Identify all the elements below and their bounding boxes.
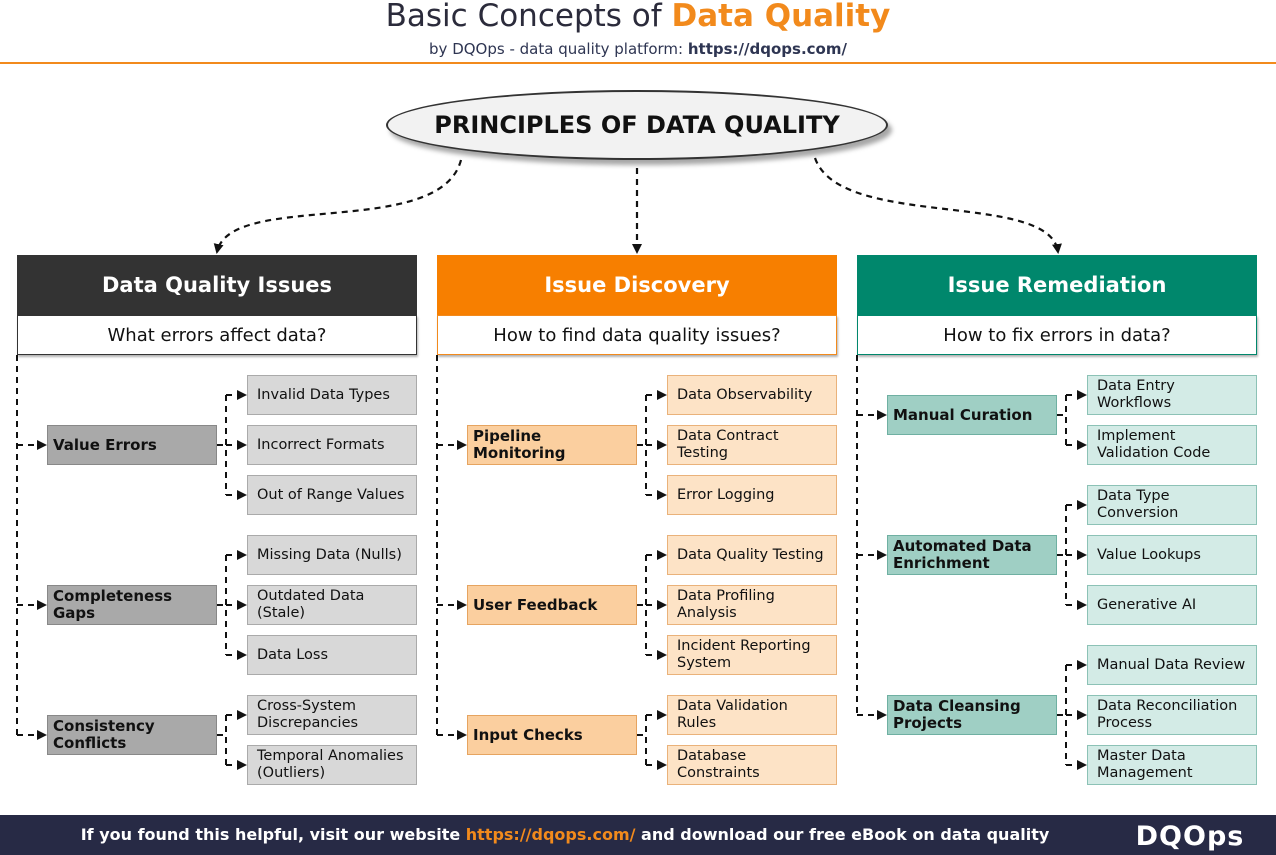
item-cross-system-discrepancies: Cross-System Discrepancies bbox=[247, 695, 417, 735]
column-question-issues: What errors affect data? bbox=[17, 315, 417, 355]
item-database-constraints: Database Constraints bbox=[667, 745, 837, 785]
category-value-errors: Value Errors bbox=[47, 425, 217, 465]
item-error-logging: Error Logging bbox=[667, 475, 837, 515]
column-header-discovery: Issue Discovery bbox=[437, 255, 837, 315]
column-question-remediation: How to fix errors in data? bbox=[857, 315, 1257, 355]
item-outdated-data: Outdated Data (Stale) bbox=[247, 585, 417, 625]
category-pipeline-monitoring: Pipeline Monitoring bbox=[467, 425, 637, 465]
item-invalid-data-types: Invalid Data Types bbox=[247, 375, 417, 415]
item-data-quality-testing: Data Quality Testing bbox=[667, 535, 837, 575]
category-data-cleansing-projects: Data Cleansing Projects bbox=[887, 695, 1057, 735]
title-prefix: Basic Concepts of bbox=[385, 0, 662, 34]
item-data-entry-workflows: Data Entry Workflows bbox=[1087, 375, 1257, 415]
footer-text bbox=[0, 825, 1130, 844]
subtitle-link[interactable]: https://dqops.com/ bbox=[687, 40, 847, 58]
item-data-type-conversion: Data Type Conversion bbox=[1087, 485, 1257, 525]
item-incorrect-formats: Incorrect Formats bbox=[247, 425, 417, 465]
connector-principles-issues bbox=[217, 160, 461, 252]
category-automated-data-enrichment: Automated Data Enrichment bbox=[887, 535, 1057, 575]
item-incident-reporting-system: Incident Reporting System bbox=[667, 635, 837, 675]
category-input-checks: Input Checks bbox=[467, 715, 637, 755]
item-data-reconciliation-process: Data Reconciliation Process bbox=[1087, 695, 1257, 735]
item-manual-data-review: Manual Data Review bbox=[1087, 645, 1257, 685]
category-manual-curation: Manual Curation bbox=[887, 395, 1057, 435]
column-question-discovery: How to find data quality issues? bbox=[437, 315, 837, 355]
item-out-of-range-values: Out of Range Values bbox=[247, 475, 417, 515]
item-temporal-anomalies: Temporal Anomalies (Outliers) bbox=[247, 745, 417, 785]
category-user-feedback: User Feedback bbox=[467, 585, 637, 625]
connector-principles-remediation bbox=[815, 158, 1058, 252]
item-missing-data: Missing Data (Nulls) bbox=[247, 535, 417, 575]
item-implement-validation-code: Implement Validation Code bbox=[1087, 425, 1257, 465]
item-data-profiling-analysis: Data Profiling Analysis bbox=[667, 585, 837, 625]
principles-ellipse: PRINCIPLES OF DATA QUALITY bbox=[386, 90, 888, 160]
title-accent: Data Quality bbox=[671, 0, 891, 34]
item-master-data-management: Master Data Management bbox=[1087, 745, 1257, 785]
category-consistency-conflicts: Consistency Conflicts bbox=[47, 715, 217, 755]
item-data-observability: Data Observability bbox=[667, 375, 837, 415]
category-completeness-gaps: Completeness Gaps bbox=[47, 585, 217, 625]
item-data-contract-testing: Data Contract Testing bbox=[667, 425, 837, 465]
item-generative-ai: Generative AI bbox=[1087, 585, 1257, 625]
footer-text-suffix: and download our free eBook on data quality bbox=[641, 825, 1050, 844]
item-data-validation-rules: Data Validation Rules bbox=[667, 695, 837, 735]
item-data-loss: Data Loss bbox=[247, 635, 417, 675]
dqops-logo: DQOps bbox=[1135, 820, 1245, 852]
subtitle-prefix: by DQOps - data quality platform: bbox=[429, 40, 684, 58]
column-header-remediation: Issue Remediation bbox=[857, 255, 1257, 315]
footer-text-prefix: If you found this helpful, visit our website bbox=[80, 825, 461, 844]
column-header-issues: Data Quality Issues bbox=[17, 255, 417, 315]
footer-link[interactable]: https://dqops.com/ bbox=[465, 825, 636, 844]
item-value-lookups: Value Lookups bbox=[1087, 535, 1257, 575]
